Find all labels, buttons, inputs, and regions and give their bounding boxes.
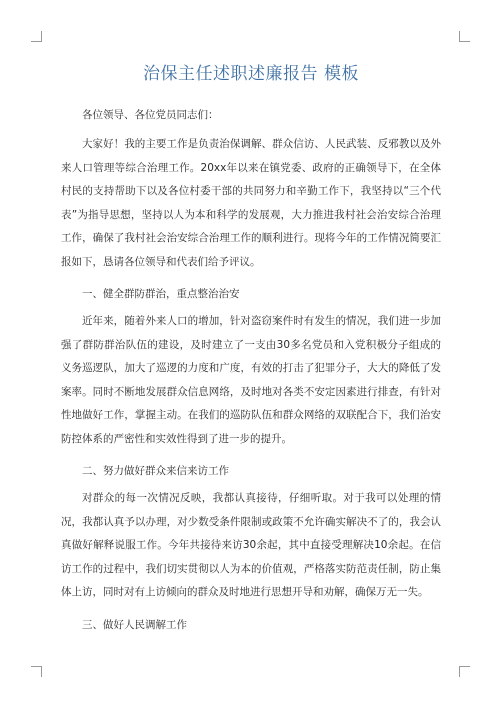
paragraph-security: 近年来，随着外来人口的增加，针对盗窃案件时有发生的情况，我们进一步加强了群防群治队伍的建设，及时建立了一支由30多名党员和入党积极分子组成的义务巡逻队，加大了巡逻的力度和广度，有效的打击了犯罪分子，大大的降低了发案率。同时不断地发展群众信息网络，及时地对各类不安定因素进行排查，有针对性地做好工作，掌握主动。在我们的巡防队伍和群众网络的双联配合下，我们治安防控体系的严密性和实效性得到了进一步的提升。 [61, 315, 441, 445]
paragraph-intro: 大家好！我的主要工作是负责治保调解、群众信访、人民武装、反邪教以及外来人口管理等综合治理工作。20xx年以来在镇党委、政府的正确领导下，在全体村民的支持帮助下以及各位村委干部的共同努力和辛勤工作下，我坚持以“三个代表”为指导思想，坚持以人为本和科学的发展观，大力推进我村社会治安综合治理工作，确保了我村社会治安综合治理工作的顺利进行。现将今年的工作情况简要汇报如下，恳请各位领导和代表们给予评议。 [61, 138, 441, 268]
document-title: 治保主任述职述廉报告 模板 [143, 64, 359, 84]
paragraph-petitions: 对群众的每一次情况反映，我都认真接待，仔细听取。对于我可以处理的情况，我都认真予以办理，对少数受条件限制或政策不允许确实解决不了的，我会认真做好解释说服工作。今年共接待来访30余起，其中直接受理解决10余起。在信访工作的过程中，我们切实贯彻以人为本的价值观，严格落实防范责任制，防止集体上访，同时对有上访倾向的群众及时地进行思想开导和劝解，确保万无一失。 [61, 492, 441, 598]
section-heading-3: 三、做好人民调解工作 [82, 618, 187, 631]
section-heading-2: 二、努力做好群众来信来访工作 [82, 465, 229, 477]
document-page [61, 62, 441, 641]
crop-mark-top-right [459, 31, 470, 42]
crop-mark-bottom-right [459, 666, 470, 677]
crop-mark-top-left [31, 31, 42, 42]
salutation: 各位领导、各位党员同志们： [82, 109, 219, 121]
crop-mark-bottom-left [31, 666, 42, 677]
section-heading-1: 一、健全群防群治，重点整治治安 [82, 288, 240, 300]
